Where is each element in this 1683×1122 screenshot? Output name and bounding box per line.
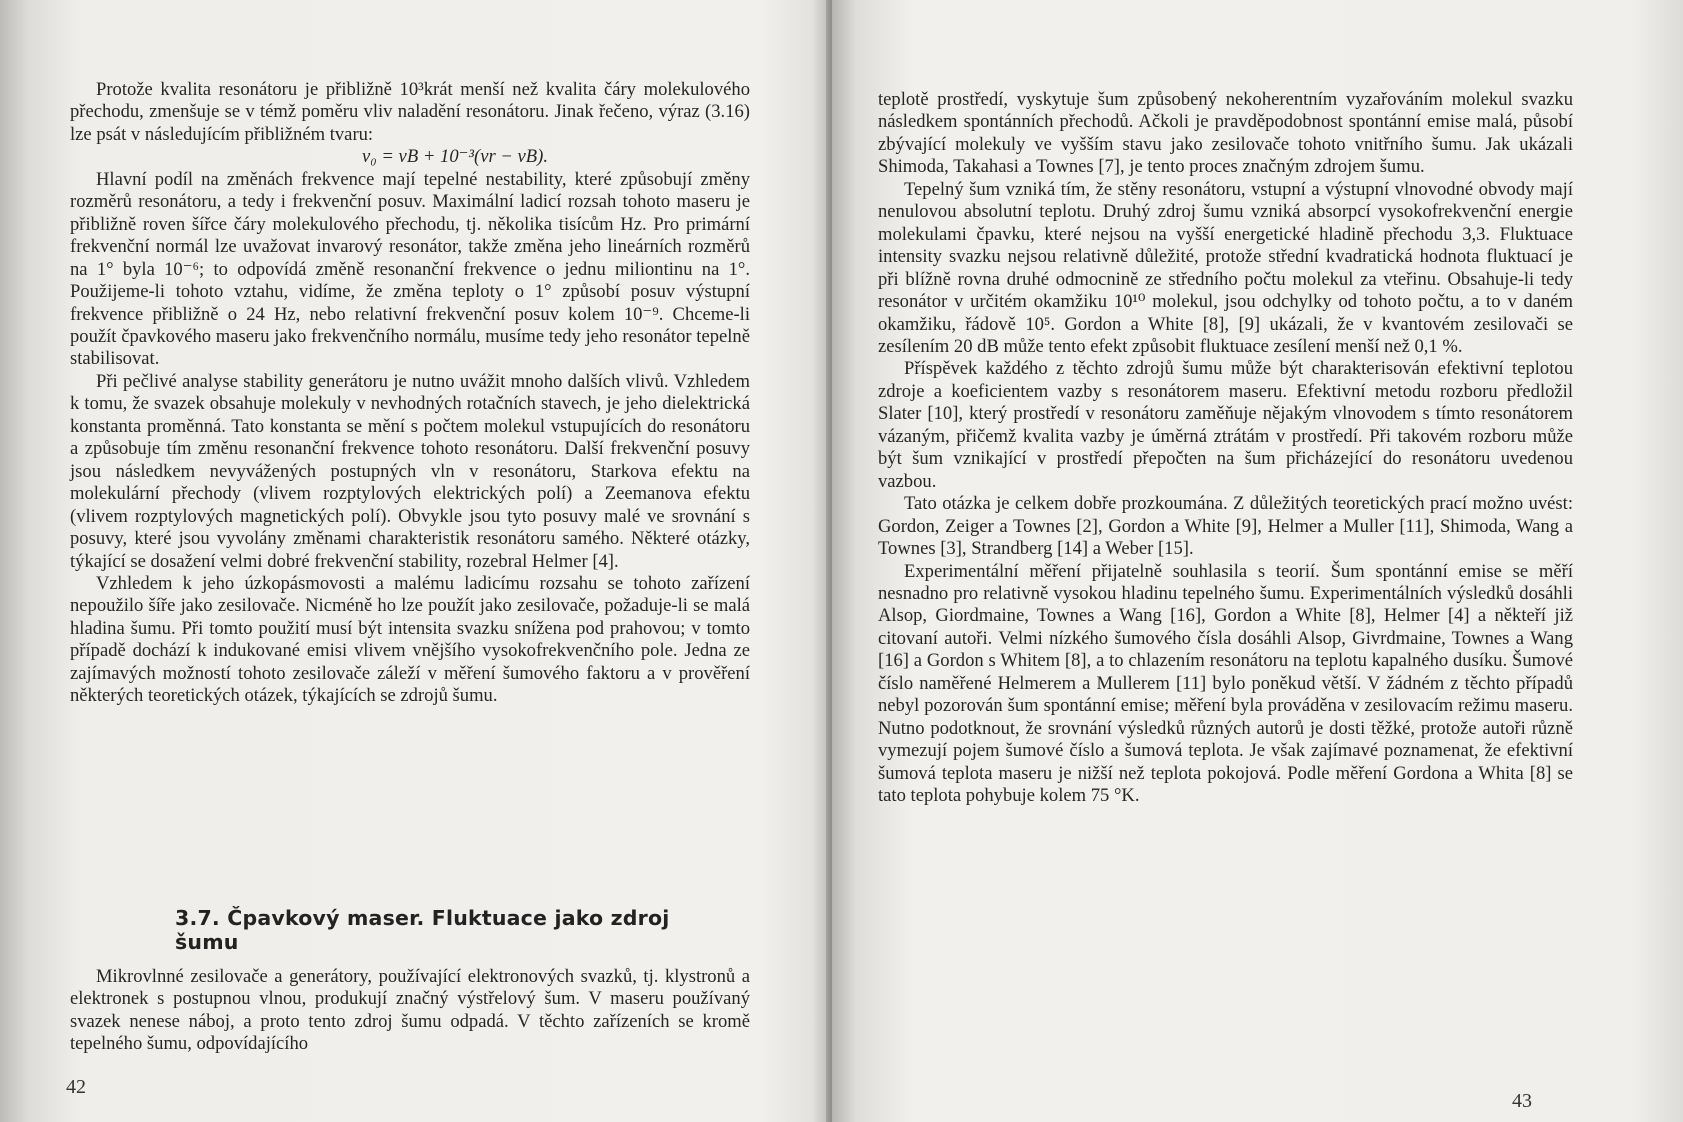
paragraph: Při pečlivé analyse stability generátoru je nutno uvážit mnoho dalších vlivů. Vzhledem k tomu, že svazek obsahuje molekuly v nevhodných rotačních stavech, je jeho dielektrická konstanta proměnná. Tato konstanta se mění s počtem molekul vstupujících do resonátoru a způsobuje tím změnu resonanční frekvence tohoto resonátoru. Další frekvenční posuvy jsou následkem nevyvážených postupných vln v resonátoru, Starkova efektu na molekulární přechody (vlivem rozptylových elektrických polí) a Zeemanova efektu (vlivem rozptylových magnetických polí). Obvykle jsou tyto posuvy malé ve srovnání s posuvy, které jsou vyvolány změnami charakteristik resonátoru samého. Některé otázky, týkající se dosažení velmi dobré frekvenční stability, rozebral Helmer [4]. (70, 370, 750, 572)
right-page-body (878, 89, 1573, 808)
paragraph: Mikrovlnné zesilovače a generátory, používající elektronových svazků, tj. klystronů a elektronek s postupnou vlnou, produkují značný výstřelový šum. V maseru používaný svazek nenese náboj, a proto tento zdroj šumu odpadá. V těchto zařízeních se kromě tepelného šumu, odpovídajícího (70, 966, 750, 1055)
right-page (832, 0, 1683, 1122)
left-page-body-bottom (70, 966, 750, 1056)
paragraph: Vzhledem k jeho úzkopásmovosti a malému ladicímu rozsahu se tohoto zařízení nepoužilo šíře jako zesilovače. Nicméně ho lze použít jako zesilovače, požaduje-li se malá hladina šumu. Při tomto použití musí být intensita svazku snížena pod prahovou; v tomto případě dochází k indukované emisi vlivem vnějšího vysokofrekvenčního pole. Jedna ze zajímavých možností tohoto zesilovače záleží v měření šumového faktoru a v prověření některých teoretických otázek, týkajících se zdrojů šumu. (70, 572, 750, 707)
page-number: 43 (1512, 1090, 1532, 1112)
paragraph: Hlavní podíl na změnách frekvence mají tepelné nestability, které způsobují změny rozměrů resonátoru, a tedy i frekvenční posuv. Maximální ladicí rozsah tohoto maseru je přibližně roven šířce čáry molekulového přechodu, tj. několika tisícům Hz. Pro primární frekvenční normál lze uvažovat invarový resonátor, takže změna jeho lineárních rozměrů na 1° byla 10⁻⁶; to odpovídá změně resonanční frekvence o jednu miliontinu na 1°. Použijeme-li tohoto vztahu, vidíme, že změna teploty o 1° způsobí posuv výstupní frekvence přibližně o 24 Hz, nebo relativní frekvenční posuv kolem 10⁻⁹. Chceme-li použít čpavkového maseru jako frekvenčního normálu, musíme tedy jeho resonátor tepelně stabilisovat. (70, 168, 750, 370)
paragraph: Tato otázka je celkem dobře prozkoumána. Z důležitých teoretických prací možno uvést: Gordon, Zeiger a Townes [2], Gordon a White [9], Helmer a Muller [11], Shimoda, Wang a Townes [3], Strandberg [14] a Weber [15]. (878, 493, 1573, 560)
left-page-body (70, 79, 750, 708)
section-heading: 3.7. Čpavkový maser. Fluktuace jako zdroj šumu (175, 906, 670, 954)
formula: ν₀ = νB + 10⁻³(νr − νB). (362, 146, 548, 168)
page-number: 42 (66, 1076, 86, 1098)
paragraph: Tepelný šum vzniká tím, že stěny resonátoru, vstupní a výstupní vlnovodné obvody mají nenulovou absolutní teplotu. Druhý zdroj šumu vzniká absorpcí vysokofrekvenční energie molekulami čpavku, které nejsou na vyšší energetické hladině přechodu 3,3. Fluktuace intensity svazku nejsou relativně důležité, protože střední kvadratická hodnota fluktuací je při blížně rovna druhé odmocnině ze středního počtu molekul za vteřinu. Obsahuje-li tedy resonátor v určitém okamžiku 10¹⁰ molekul, jsou odchylky od tohoto počtu, a to v daném okamžiku, řádově 10⁵. Gordon a White [8], [9] ukázali, že v kvantovém zesilovači se zesílením 20 dB může tento efekt způsobit fluktuace zesílení menší než 0,1 %. (878, 178, 1573, 357)
paragraph: Příspěvek každého z těchto zdrojů šumu může být charakterisován efektivní teplotou zdroje a koeficientem vazby s resonátorem maseru. Efektivní metodu rozboru předložil Slater [10], který prostředí v resonátoru zaměňuje nějakým vlnovodem s tímto resonátorem vázaným, přičemž kvalita vazby je úměrná ztrátám v prostředí. Při takovém rozboru může být šum vznikající v prostředí přepočten na šum přicházející do resonátoru uvedenou vazbou. (878, 358, 1573, 492)
paragraph: Protože kvalita resonátoru je přibližně 10³krát menší než kvalita čáry molekulového přechodu, zmenšuje se v témž poměru vliv naladění resonátoru. Jinak řečeno, výraz (3.16) lze psát v následujícím přibližném tvaru: (70, 79, 750, 145)
left-page (0, 0, 832, 1122)
paragraph: Experimentální měření přijatelně souhlasila s teorií. Šum spontánní emise se měří nesnadno pro relativně vysokou hladinu tepelného šumu. Experimentálních výsledků dosáhli Alsop, Giordmaine, Townes a Wang [16], Gordon a White [8], Helmer [4] a někteří již citovaní autoři. Velmi nízkého šumového čísla dosáhli Alsop, Givrdmaine, Townes a Wang [16] a Gordon s Whitem [8], a to chlazením resonátoru na teplotu kapalného dusíku. Šumové číslo naměřené Helmerem a Mullerem [11] bylo poněkud větší. V žádném z těchto případů nebyl pozorován šum spontánní emise; měření byla prováděna v zesilovacím režimu maseru. Nutno podotknout, že srovnání výsledků různých autorů je dosti těžké, protože autoři různě vymezují pojem šumové číslo a šumová teplota. Je však zajímavé poznamenat, že efektivní šumová teplota maseru je nižší než teplota pokojová. Podle měření Gordona a Whita [8] se tato teplota pohybuje kolem 75 °K. (878, 560, 1573, 807)
paragraph: teplotě prostředí, vyskytuje šum způsobený nekoherentním vyzařováním molekul svazku následkem spontánních přechodů. Ačkoli je pravděpodobnost spontánní emise malá, působí zbývající molekuly ve vyšším stavu jako zesilovače tohoto vnitřního šumu. Jak ukázali Shimoda, Takahasi a Townes [7], je tento proces značným zdrojem šumu. (878, 89, 1573, 178)
